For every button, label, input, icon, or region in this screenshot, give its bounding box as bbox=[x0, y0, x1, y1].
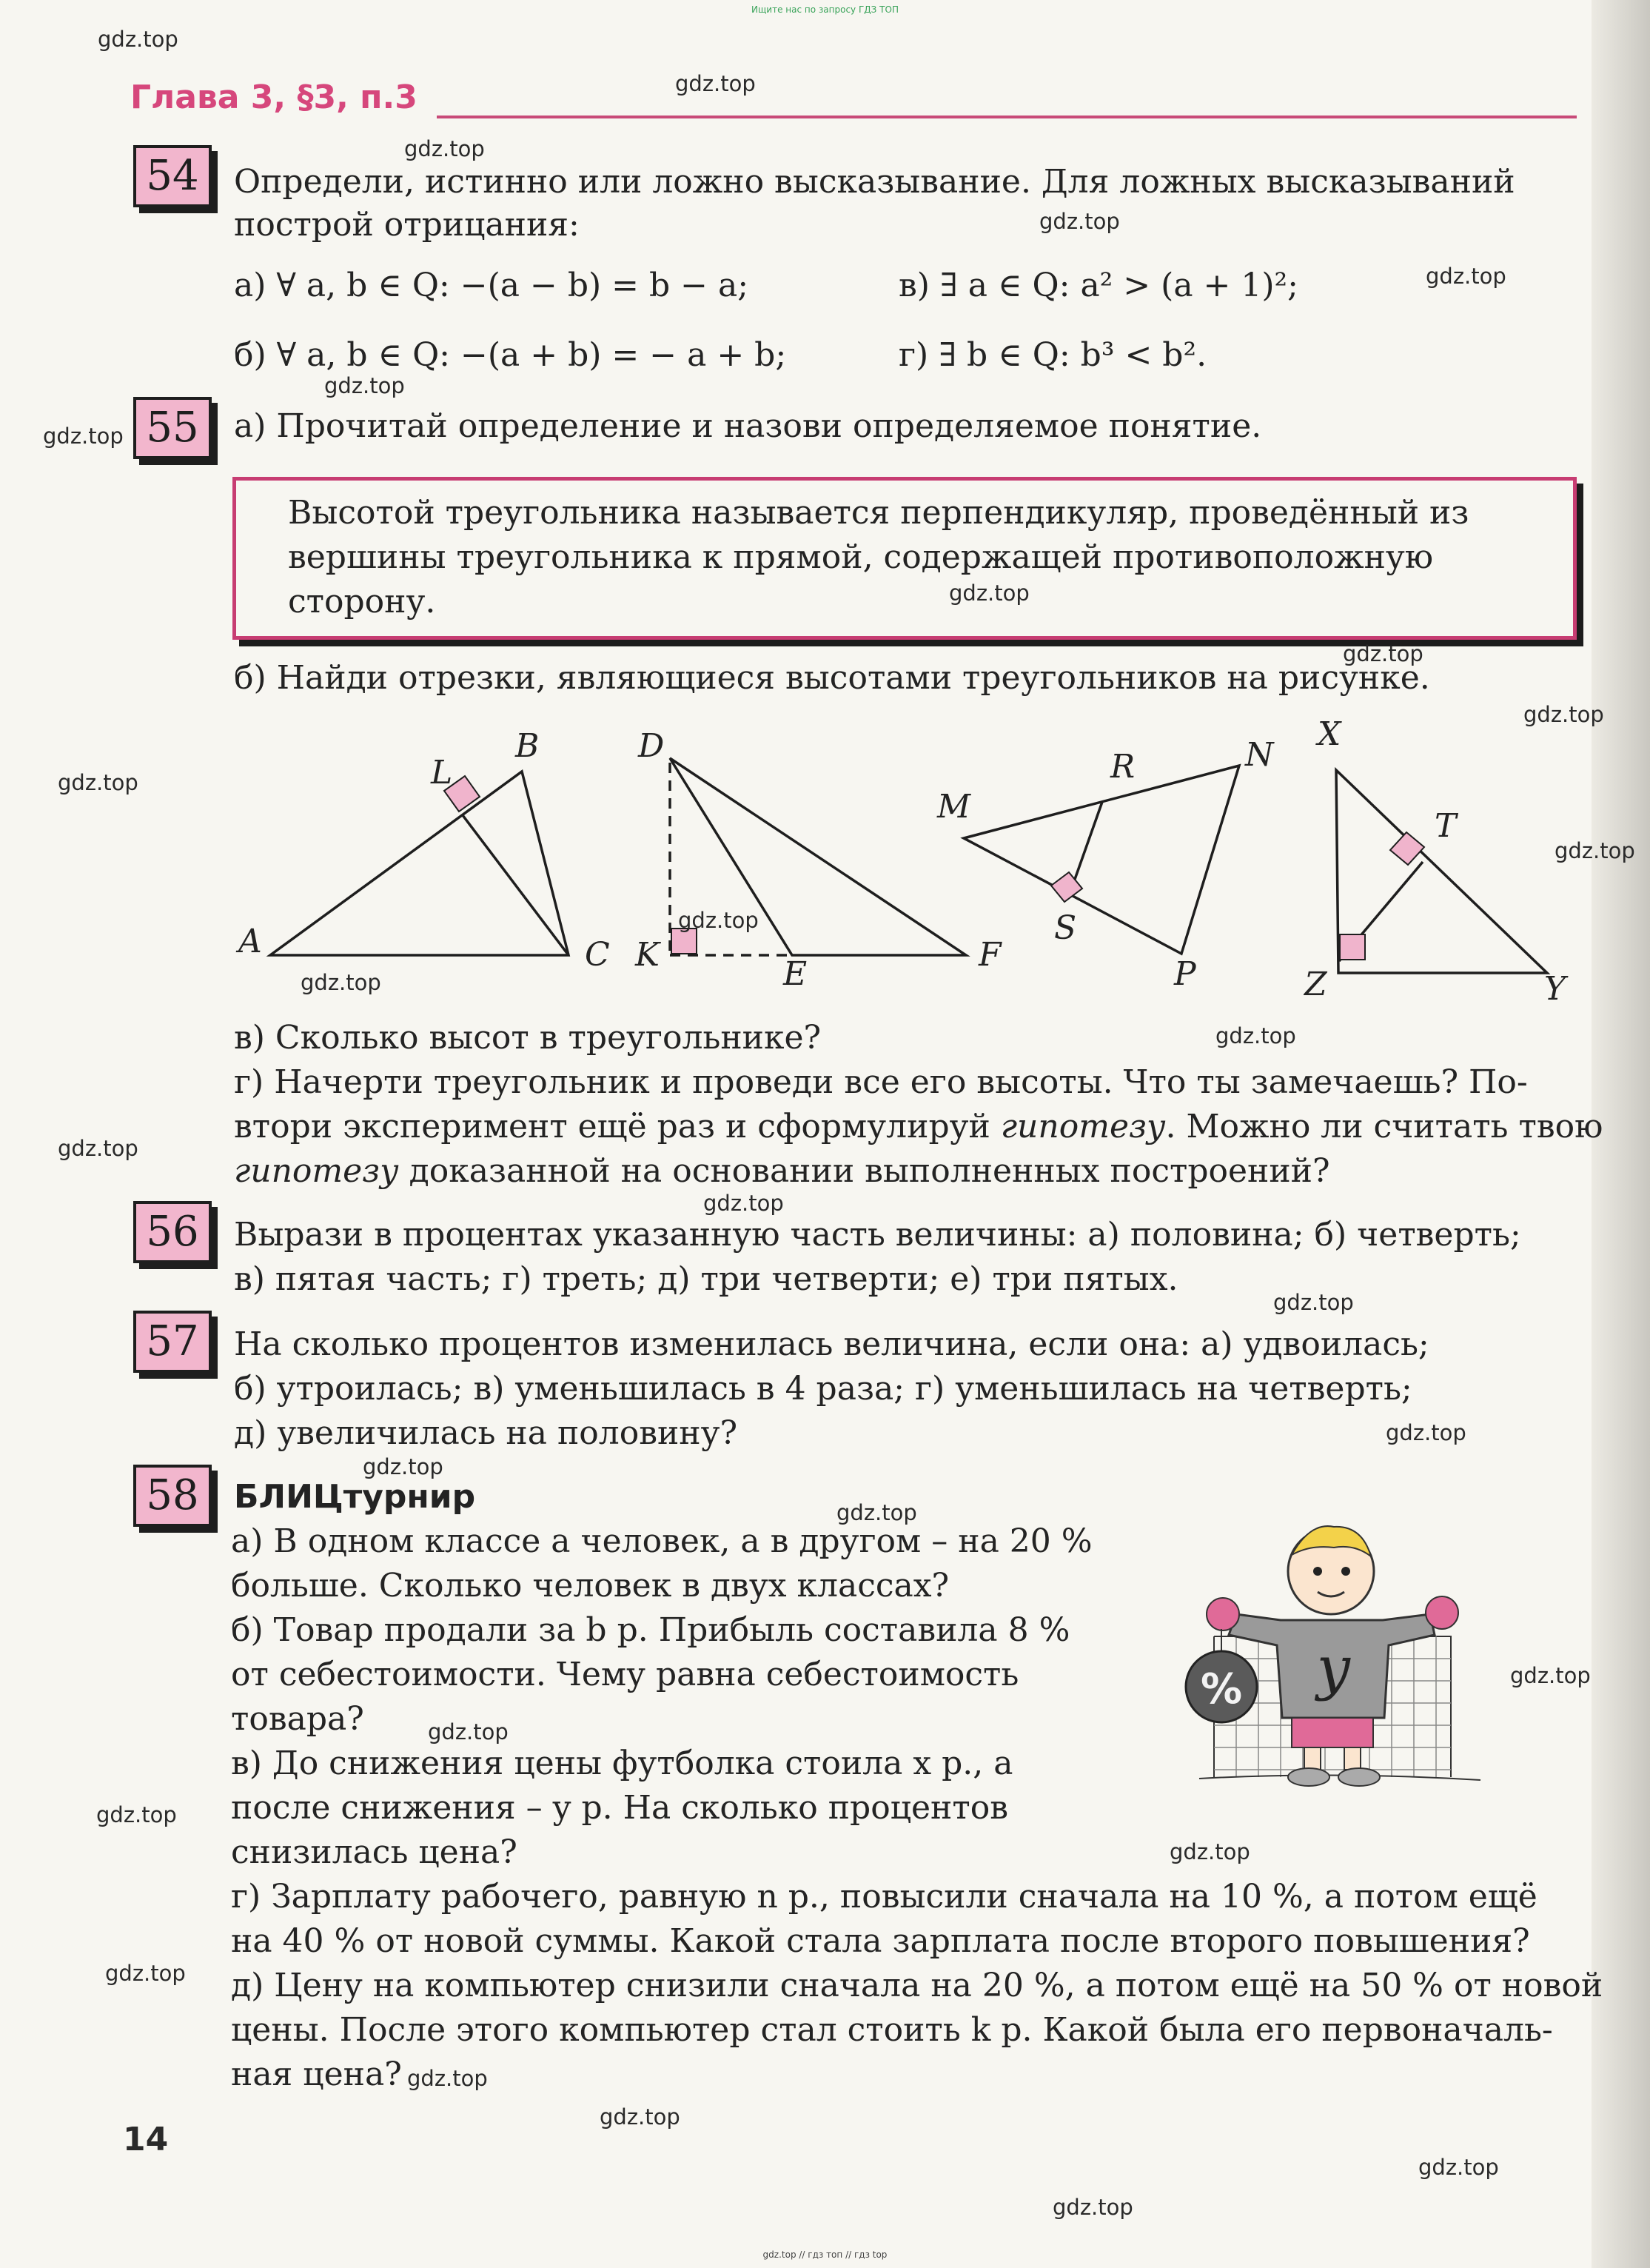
watermark: gdz.top bbox=[1418, 2155, 1499, 2180]
watermark: gdz.top bbox=[324, 373, 405, 398]
label-n: N bbox=[1245, 736, 1274, 774]
task-58-line-13: ная цена? bbox=[231, 2055, 402, 2093]
label-t: T bbox=[1435, 807, 1457, 845]
definition-text: Высотой треугольника называется перпендикуляр, проведённый из вершины треугольника к прямой, содержащей противоположную сторону. bbox=[288, 494, 1469, 620]
label-b: B bbox=[515, 727, 540, 765]
label-r: R bbox=[1110, 748, 1136, 786]
task-54-item-g: г) ∃ b ∈ Q: b³ < b². bbox=[899, 336, 1207, 374]
task-58-line-1: а) В одном классе a человек, а в другом – на 20 % bbox=[231, 1522, 1093, 1560]
label-s: S bbox=[1054, 909, 1077, 947]
task-55-part-a: а) Прочитай определение и назови определяемое понятие. bbox=[234, 407, 1262, 445]
right-angle-z bbox=[1340, 934, 1365, 960]
task-54-item-v: в) ∃ a ∈ Q: a² > (a + 1)²; bbox=[899, 267, 1299, 304]
watermark: gdz.top bbox=[404, 136, 485, 161]
task-55-part-b: б) Найди отрезки, являющиеся высотами треугольников на рисунке. bbox=[234, 659, 1430, 697]
task-58-line-2: больше. Сколько человек в двух классах? bbox=[231, 1567, 950, 1605]
task-55-part-g-line1: г) Начерти треугольник и проведи все его высоты. Что ты замечаешь? По- bbox=[234, 1063, 1528, 1101]
page-number: 14 bbox=[123, 2121, 169, 2158]
label-m: M bbox=[937, 788, 971, 826]
task-55-part-v: в) Сколько высот в треугольнике? bbox=[234, 1019, 822, 1057]
task-57-text-line1: На сколько процентов изменилась величина, если она: а) удвоилась; bbox=[234, 1325, 1429, 1363]
watermark: gdz.top bbox=[1343, 641, 1423, 666]
task-55-number: 55 bbox=[133, 397, 212, 459]
boy-illustration bbox=[1140, 1503, 1525, 1799]
task-56-number: 56 bbox=[133, 1201, 212, 1263]
header-rule bbox=[437, 116, 1577, 118]
watermark: gdz.top bbox=[105, 1961, 186, 1986]
left-glove bbox=[1207, 1598, 1239, 1630]
label-x: X bbox=[1318, 715, 1341, 753]
task-58-line-11: д) Цену на компьютер снизили сначала на 20 %, а потом ещё на 50 % от новой bbox=[231, 1967, 1603, 2004]
watermark: gdz.top bbox=[58, 1136, 138, 1161]
triangles-figure bbox=[222, 711, 1592, 1007]
right-glove bbox=[1426, 1596, 1458, 1629]
top-note: Ищите нас по запросу ГДЗ ТОП bbox=[751, 4, 899, 15]
watermark: gdz.top bbox=[1386, 1420, 1466, 1445]
watermark: gdz.top bbox=[600, 2104, 680, 2130]
watermark: gdz.top bbox=[301, 970, 381, 995]
task-57-text-line3: д) увеличилась на половину? bbox=[234, 1414, 738, 1452]
triangle-abc bbox=[270, 772, 569, 955]
task-58-line-8: снизилась цена? bbox=[231, 1833, 517, 1871]
chapter-header: Глава 3, §3, п.3 bbox=[130, 78, 417, 116]
watermark: gdz.top bbox=[1523, 702, 1604, 727]
watermark: gdz.top bbox=[1170, 1839, 1250, 1864]
task-58-line-9: г) Зарплату рабочего, равную n р., повысили сначала на 10 %, а потом ещё bbox=[231, 1878, 1537, 1916]
label-a: A bbox=[238, 923, 262, 960]
label-e: E bbox=[783, 955, 808, 993]
watermark: gdz.top bbox=[363, 1454, 443, 1479]
percent-symbol: % bbox=[1200, 1665, 1243, 1713]
watermark: gdz.top bbox=[1273, 1290, 1354, 1315]
watermark: gdz.top bbox=[98, 27, 178, 52]
task-58-line-3: б) Товар продали за b р. Прибыль составила 8 % bbox=[231, 1611, 1070, 1649]
watermark: gdz.top bbox=[428, 1719, 509, 1745]
label-k: K bbox=[635, 936, 660, 974]
watermark: gdz.top bbox=[703, 1191, 784, 1216]
watermark: gdz.top bbox=[1426, 264, 1506, 289]
watermark: gdz.top bbox=[678, 908, 759, 933]
bottom-note: gdz.top // гдз топ // гдз top bbox=[762, 2249, 888, 2260]
label-z: Z bbox=[1304, 966, 1327, 1003]
watermark: gdz.top bbox=[43, 424, 124, 449]
task-55-part-g-line3: гипотезу доказанной на основании выполненных построений? bbox=[234, 1152, 1330, 1190]
watermark: gdz.top bbox=[1555, 838, 1635, 863]
label-f: F bbox=[979, 936, 1002, 974]
shirt-letter: у bbox=[1316, 1633, 1352, 1702]
label-p: P bbox=[1174, 955, 1196, 993]
watermark: gdz.top bbox=[58, 770, 138, 795]
watermark: gdz.top bbox=[1215, 1023, 1296, 1048]
task-58-title: БЛИЦтурнир bbox=[234, 1478, 476, 1516]
label-c: C bbox=[585, 936, 610, 974]
label-l: L bbox=[431, 754, 453, 792]
watermark: gdz.top bbox=[1053, 2195, 1133, 2220]
task-54-text-line2: построй отрицания: bbox=[234, 206, 580, 244]
watermark: gdz.top bbox=[407, 2066, 488, 2091]
label-y: Y bbox=[1544, 970, 1566, 1008]
task-58-line-12: цены. После этого компьютер стал стоить k р. Какой была его первоначаль- bbox=[231, 2011, 1553, 2049]
task-56-text-line2: в) пятая часть; г) треть; д) три четверти; е) три пятых. bbox=[234, 1260, 1178, 1298]
task-58-line-6: в) До снижения цены футболка стоила x р., а bbox=[231, 1745, 1013, 1782]
task-54-item-b: б) ∀ a, b ∈ Q: −(a + b) = − a + b; bbox=[234, 336, 787, 374]
task-54-item-a: а) ∀ a, b ∈ Q: −(a − b) = b − a; bbox=[234, 267, 749, 304]
task-58-line-5: товара? bbox=[231, 1700, 364, 1738]
task-56-text-line1: Вырази в процентах указанную часть величины: а) половина; б) четверть; bbox=[234, 1216, 1521, 1254]
watermark: gdz.top bbox=[949, 581, 1030, 606]
task-58-line-7: после снижения – y р. На сколько процентов bbox=[231, 1789, 1008, 1827]
task-54-number: 54 bbox=[133, 145, 212, 207]
watermark: gdz.top bbox=[1039, 209, 1120, 234]
watermark: gdz.top bbox=[1510, 1663, 1591, 1688]
task-55-part-g-line2: втори эксперимент ещё раз и сформулируй гипотезу. Можно ли считать твою bbox=[234, 1108, 1603, 1145]
task-58-number: 58 bbox=[133, 1465, 212, 1527]
right-angle-t bbox=[1390, 832, 1424, 865]
task-58-line-4: от себестоимости. Чему равна себестоимость bbox=[231, 1656, 1019, 1693]
label-d: D bbox=[638, 727, 665, 765]
segment-cl bbox=[463, 815, 569, 955]
watermark: gdz.top bbox=[836, 1500, 917, 1525]
task-54-text-line1: Определи, истинно или ложно высказывание. Для ложных высказываний bbox=[234, 163, 1515, 201]
task-57-text-line2: б) утроилась; в) уменьшилась в 4 раза; г) уменьшилась на четверть; bbox=[234, 1370, 1412, 1408]
watermark: gdz.top bbox=[675, 71, 756, 96]
watermark: gdz.top bbox=[96, 1802, 177, 1827]
triangle-xyz bbox=[1336, 770, 1547, 973]
shorts bbox=[1292, 1718, 1373, 1747]
triangle-mnp bbox=[964, 766, 1239, 954]
task-57-number: 57 bbox=[133, 1311, 212, 1373]
definition-box bbox=[232, 477, 1577, 640]
task-58-line-10: на 40 % от новой суммы. Какой стала зарплата после второго повышения? bbox=[231, 1922, 1530, 1960]
